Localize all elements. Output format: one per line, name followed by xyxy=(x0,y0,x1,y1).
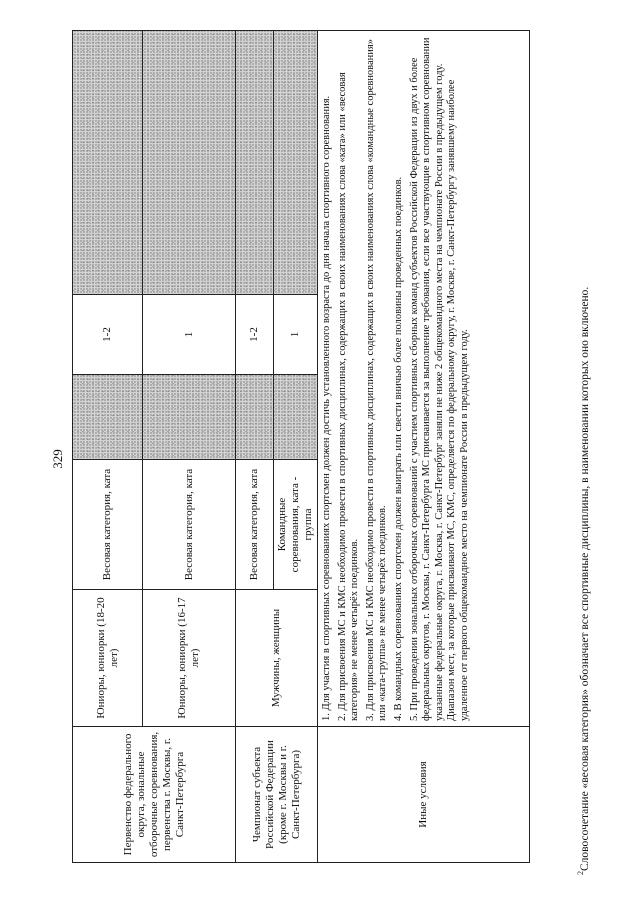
shaded-cell xyxy=(236,375,274,460)
note-item: 5. При проведении зональных отборочных соревнований с участием спортивных сборных команд субъектов Российской Федерации из двух и более федеральных округов, г. Москвы, г. Санкт-Петербурга МС присваивается за выполнение требования, если все участвующие в спортивном соревновании указанные федеральные округа, г. Москва, г. Санкт-Петербург заняли не ниже 2 общекомандного места на чемпионате России в предыдущем году. Диапазон мест, за которые присваивают МС, КМС, определяется по федеральному округу, г. Москве, г. Санкт-Петербургу занявшему наиболее удаленное от первого общекомандное место на чемпионате России в предыдущем году. xyxy=(408,37,470,721)
competition-cell: Первенство федерального округа, зональные отборочные соревнования, первенства г. Москвы, г. Санкт-Петербурга xyxy=(73,727,236,863)
table-row xyxy=(236,31,274,863)
table-row xyxy=(318,31,530,863)
place-cell: 1-2 xyxy=(73,295,143,375)
other-conditions-notes xyxy=(318,31,530,727)
place-cell: 1 xyxy=(274,295,318,375)
page-number: 329 xyxy=(50,449,65,469)
age-group-cell: Мужчины, женщины xyxy=(236,590,318,727)
shaded-cell xyxy=(143,375,236,460)
discipline-cell: Весовая категория, ката xyxy=(143,460,236,590)
shaded-cell xyxy=(73,375,143,460)
note-item: 1. Для участия в спортивных соревнованиях спортсмен должен достичь установленного возраста до дня начала спортивного соревнования. xyxy=(321,95,332,721)
footnote-text: Словосочетание «весовая категория» обозначает все спортивные дисциплины, в наименовании которых оно включено. xyxy=(578,286,591,871)
discipline-cell: Весовая категория, ката xyxy=(73,460,143,590)
place-cell: 1 xyxy=(143,295,236,375)
discipline-cell: Весовая категория, ката xyxy=(236,460,274,590)
note-item: 4. В командных соревнованиях спортсмен должен выиграть или свести вничью более половины проведенных поединков. xyxy=(392,176,404,721)
footnote xyxy=(574,15,592,875)
competition-cell: Чемпионат субъекта Российской Федерации (кроме г. Москвы и г. Санкт-Петербурга) xyxy=(236,727,318,863)
shaded-cell xyxy=(274,375,318,460)
shaded-cell xyxy=(236,31,274,295)
place-cell: 1-2 xyxy=(236,295,274,375)
footnote-marker: 2 xyxy=(576,871,585,875)
age-group-cell: Юниоры, юниорки (16-17 лет) xyxy=(143,590,236,727)
table-row xyxy=(73,31,143,863)
shaded-cell xyxy=(274,31,318,295)
qualification-table xyxy=(72,30,530,863)
shaded-cell xyxy=(143,31,236,295)
other-conditions-label: Иные условия xyxy=(318,727,530,863)
note-item: 3. Для присвоения МС и КМС необходимо провести в спортивных дисциплинах, содержащих в своих наименованиях слова «командные соревнования» или «ката-группа» не менее четырёх поединков. xyxy=(364,39,389,721)
shaded-cell xyxy=(73,31,143,295)
note-item: 2. Для присвоения МС и КМС необходимо провести в спортивных дисциплинах, содержащих в своих наименованиях слова «ката» или «весовая категория» не менее четырёх поединков. xyxy=(336,72,361,721)
discipline-cell: Командные соревнования, ката - группа xyxy=(274,460,318,590)
age-group-cell: Юниоры, юниорки (18-20 лет) xyxy=(73,590,143,727)
